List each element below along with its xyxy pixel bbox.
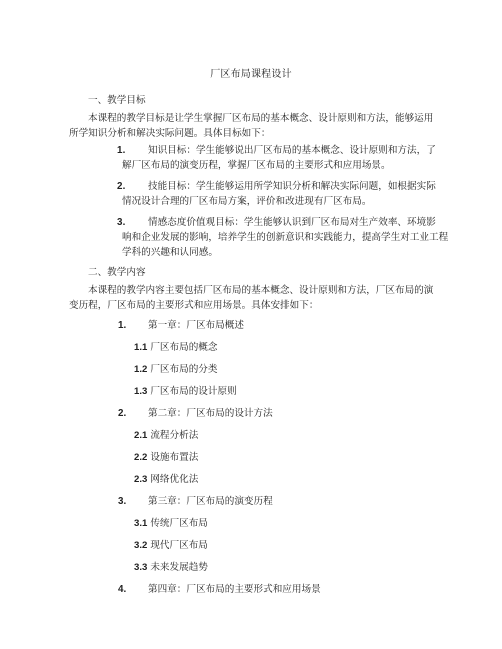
list-number: 4. <box>118 584 127 595</box>
objective-item-knowledge <box>118 143 448 158</box>
subsection-text: 传统厂区布局 <box>150 518 208 529</box>
objective-item-skills <box>118 179 448 194</box>
subsection-text: 网络优化法 <box>150 474 199 485</box>
objectives-intro-paragraph: 本课程的教学目标是让学生掌握厂区布局的基本概念、设计原则和方法，能够运用所学知识分析和解决实际问题。具体目标如下： <box>69 113 434 139</box>
subsection-text: 现代厂区布局 <box>150 540 208 551</box>
subsection-number: 1.1 <box>134 342 148 353</box>
section-heading-objectives: 一、教学目标 <box>88 95 146 106</box>
subsection-item <box>134 384 237 399</box>
chapter-title: 第二章：厂区布局的设计方法 <box>148 408 273 419</box>
section-heading-content: 二、教学内容 <box>88 267 146 278</box>
list-number: 1. <box>117 145 126 156</box>
subsection-number: 2.3 <box>134 474 148 485</box>
subsection-item <box>134 362 218 377</box>
list-number: 2. <box>117 181 126 192</box>
objective-item-attitudes <box>118 215 448 230</box>
chapter-title: 第一章：厂区布局概述 <box>148 320 244 331</box>
objective-line: 知识目标：学生能够说出厂区布局的基本概念、设计原则和方法，了 <box>148 145 436 156</box>
list-number: 3. <box>117 217 126 228</box>
chapter-title: 第三章：厂区布局的演变历程 <box>148 496 273 507</box>
subsection-number: 3.3 <box>134 562 148 573</box>
subsection-text: 厂区布局的设计原则 <box>150 386 237 397</box>
objective-line: 学科的兴趣和认同感。 <box>122 247 218 258</box>
list-number: 3. <box>118 496 127 507</box>
objective-line: 情况设计合理的厂区布局方案，评价和改进现有厂区布局。 <box>122 196 372 207</box>
subsection-number: 2.2 <box>134 452 148 463</box>
subsection-item <box>134 428 198 443</box>
subsection-text: 未来发展趋势 <box>150 562 208 573</box>
objective-line: 情感态度价值观目标：学生能够认识到厂区布局对生产效率、环境影 <box>148 217 436 228</box>
subsection-number: 2.1 <box>134 430 148 441</box>
subsection-item <box>134 516 208 531</box>
objective-line: 响和企业发展的影响，培养学生的创新意识和实践能力，提高学生对工业工程 <box>122 232 449 243</box>
page-title: 厂区布局课程设计 <box>210 69 292 80</box>
subsection-text: 流程分析法 <box>150 430 199 441</box>
subsection-number: 3.1 <box>134 518 148 529</box>
subsection-number: 3.2 <box>134 540 148 551</box>
subsection-text: 厂区布局的概念 <box>150 342 218 353</box>
content-intro-paragraph: 本课程的教学内容主要包括厂区布局的基本概念、设计原则和方法，厂区布局的演变历程，厂区布局的主要形式和应用场景。具体安排如下： <box>69 285 434 311</box>
subsection-text: 厂区布局的分类 <box>150 364 218 375</box>
subsection-number: 1.3 <box>134 386 148 397</box>
subsection-number: 1.2 <box>134 364 148 375</box>
subsection-item <box>134 450 198 465</box>
list-number: 2. <box>118 408 127 419</box>
objective-line: 技能目标：学生能够运用所学知识分析和解决实际问题，如根据实际 <box>148 181 436 192</box>
subsection-item <box>134 340 218 355</box>
chapter-title: 第四章：厂区布局的主要形式和应用场景 <box>148 584 321 595</box>
subsection-item <box>134 538 208 553</box>
objective-line: 解厂区布局的演变历程，掌握厂区布局的主要形式和应用场景。 <box>122 160 391 171</box>
list-number: 1. <box>118 320 127 331</box>
subsection-text: 设施布置法 <box>150 452 199 463</box>
subsection-item <box>134 472 198 487</box>
subsection-item <box>134 560 208 575</box>
